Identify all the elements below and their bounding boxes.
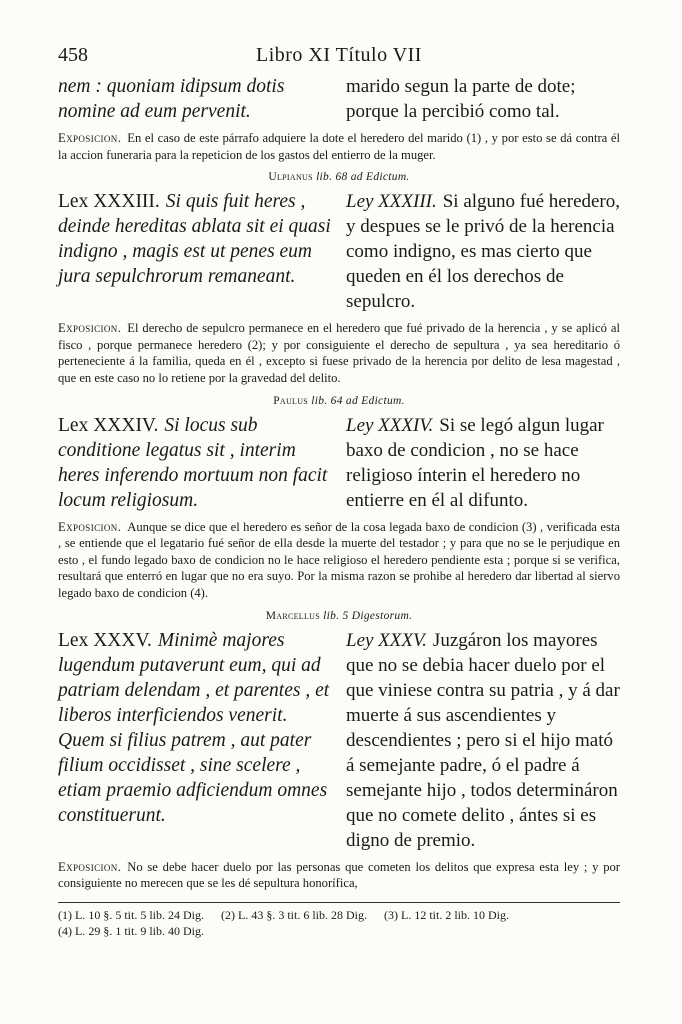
lex-label: Lex XXXIV.: [58, 414, 159, 436]
latin-text: Minimè majores lugendum putaverunt eum, qui ad patriam delendam , et parentes , et liberos interficiendos venerit. Quem si filius patrem , aut pater filium occidisset , sine scelere , etiam praemio adficiendum omnes constituerunt.: [58, 629, 330, 826]
spanish-text: Si se legó algun lugar baxo de condicion , no se hace religioso ínterin el heredero no entierre en él al difunto.: [346, 414, 604, 511]
exposition-text: El derecho de sepulcro permanece en el heredero que fué privado de la herencia , y se aplicó al fisco , porque permanece heredero (2); y por consiguiente el derecho de sepultura , ya sea hereditario ó perteneciente á la familia, queda en él , excepto si fuese privado de la herencia por delito de lesa magestad , que en este caso no lo retiene por la gravedad del delito.: [58, 321, 620, 385]
exposition-label: Exposicion.: [58, 519, 122, 534]
source-citation: [58, 171, 620, 183]
parallel-text: [58, 413, 620, 513]
spanish-text: Juzgáron los mayores que no se debia hacer duelo por el que viniese contra su patria , y á dar muerte á sus ascendientes y descendientes ; pero si el hijo mató á semejante padre, ó el padre á semejante hijo , todos determináron que no comete delito , ántes si es digno de premio.: [346, 629, 620, 851]
exposition: [58, 320, 620, 386]
parallel-text: [58, 628, 620, 853]
footnote-divider: [58, 902, 620, 903]
parallel-text: [58, 74, 620, 124]
ley-label: Ley XXXV.: [346, 629, 427, 651]
exposition: [58, 859, 620, 892]
latin-law: [58, 413, 332, 513]
exposition-text: No se debe hacer duelo por las personas que cometen los delitos que expresa esta ley ; y por consiguiente no merecen que se les dé sepultura honorífica,: [58, 859, 620, 891]
page-header: [58, 44, 620, 74]
parallel-text: [58, 189, 620, 314]
source-ref: lib. 5 Digestorum.: [323, 609, 413, 622]
exposition-label: Exposicion.: [58, 131, 122, 145]
source-ref: lib. 64 ad Edictum.: [311, 394, 405, 407]
latin-text: nem : quoniam idipsum dotis nomine ad eum pervenit.: [58, 76, 285, 122]
latin-law: [58, 628, 332, 853]
footnote: (3) L. 12 tit. 2 lib. 10 Dig.: [384, 907, 509, 922]
exposition: [58, 130, 620, 163]
latin-text: Si locus sub conditione legatus sit , interim heres inferendo mortuum non facit locum religiosum.: [58, 414, 328, 511]
book-page: [58, 44, 620, 939]
source-author: Ulpianus: [268, 171, 313, 184]
running-title: Libro XI Título VII: [256, 44, 422, 66]
spanish-law: [346, 628, 620, 853]
lex-label: Lex XXXIII.: [58, 191, 160, 213]
exposition: [58, 519, 620, 602]
source-author: Paulus: [273, 394, 309, 407]
source-citation: [58, 610, 620, 622]
footnotes: [58, 907, 620, 939]
spanish-text: Si alguno fué heredero, y despues se le privó de la herencia como indigno, es mas cierto que queden en él los derechos de sepulcro.: [346, 191, 621, 313]
latin-law: [58, 189, 332, 314]
source-author: Marcellus: [265, 609, 320, 622]
latin-text: Si quis fuit heres , deinde hereditas ablata sit ei quasi indigno , magis est ut penes eum jura sepulchrorum remaneant.: [58, 191, 331, 288]
ley-label: Ley XXXIII.: [346, 191, 437, 213]
footnote: (2) L. 43 §. 3 tit. 6 lib. 28 Dig.: [221, 907, 367, 922]
spanish-law: [346, 413, 620, 513]
exposition-text: Aunque se dice que el heredero es señor de la cosa legada baxo de condicion (3) , verificada esta , se entiende que el legatario fué señor de ella desde la muerte del testador ; y para que no se le perjudique en esto , el fundo legado baxo de condicion no le hace religioso el heredero pendiente esta ; porque si se verifica, resultará que enterró en lugar que no era suyo. Por la misma razon se prohibe al heredero dar libertad al siervo legado baxo de condicion (4).: [58, 519, 620, 600]
spanish-law: [346, 189, 620, 314]
exposition-label: Exposicion.: [58, 321, 122, 336]
ley-label: Ley XXXIV.: [346, 414, 434, 436]
footnote: (1) L. 10 §. 5 tit. 5 lib. 24 Dig.: [58, 907, 204, 922]
footnote: (4) L. 29 §. 1 tit. 9 lib. 40 Dig.: [58, 923, 204, 938]
source-ref: lib. 68 ad Edictum.: [316, 171, 410, 184]
exposition-label: Exposicion.: [58, 859, 122, 874]
spanish-text: marido segun la parte de dote; porque la percibió como tal.: [346, 76, 576, 122]
page-number: 458: [58, 44, 88, 66]
exposition-text: En el caso de este párrafo adquiere la dote el heredero del marido (1) , y por esto se dá contra él la accion funeraria para la repeticion de los gastos del entierro de la muger.: [58, 131, 620, 162]
source-citation: [58, 395, 620, 407]
lex-label: Lex XXXV.: [58, 629, 152, 651]
